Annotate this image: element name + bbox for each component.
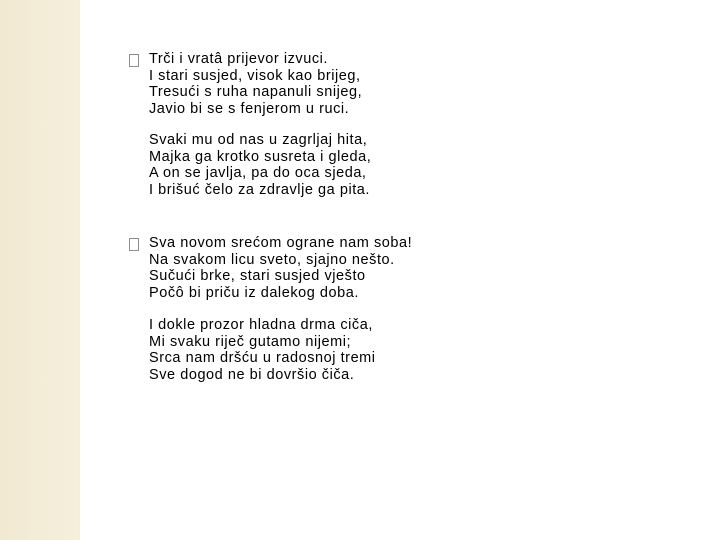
poem-line: Sve dogod ne bi dovršio čiča. — [149, 366, 355, 383]
poem-stanza-1 — [149, 51, 362, 117]
poem-line: Počô bi priču iz dalekog doba. — [149, 284, 359, 301]
poem-line: I dokle prozor hladna drma ciča, — [149, 317, 373, 333]
poem-line: Sučući brke, stari susjed vješto — [149, 268, 366, 285]
poem-line: Trči i vratâ prijevor izvuci. — [149, 51, 328, 67]
square-bullet-icon — [128, 53, 140, 67]
poem-line: Srca nam dršću u radosnoj tremi — [149, 350, 376, 367]
decorative-side-band — [0, 0, 80, 540]
poem-line: Javio bi se s fenjerom u ruci. — [149, 100, 350, 117]
square-bullet-icon — [128, 237, 140, 251]
poem-line: Mi svaku riječ gutamo nijemi; — [149, 333, 352, 350]
poem-line: A on se javlja, pa do oca sjeda, — [149, 165, 367, 182]
poem-stanza-3 — [149, 235, 412, 301]
poem-line: Tresući s ruha napanuli snijeg, — [149, 84, 363, 101]
poem-line: Svaki mu od nas u zagrljaj hita, — [149, 132, 368, 148]
poem-line: I brišuć čelo za zdravlje ga pita. — [149, 181, 370, 198]
poem-line: I stari susjed, visok kao brijeg, — [149, 67, 361, 84]
poem-line: Sva novom srećom ograne nam soba! — [149, 235, 413, 251]
poem-stanza-4 — [149, 317, 376, 383]
poem-line: Na svakom licu sveto, sjajno nešto. — [149, 251, 395, 268]
poem-stanza-2 — [149, 132, 371, 198]
poem-line: Majka ga krotko susreta i gleda, — [149, 148, 372, 165]
